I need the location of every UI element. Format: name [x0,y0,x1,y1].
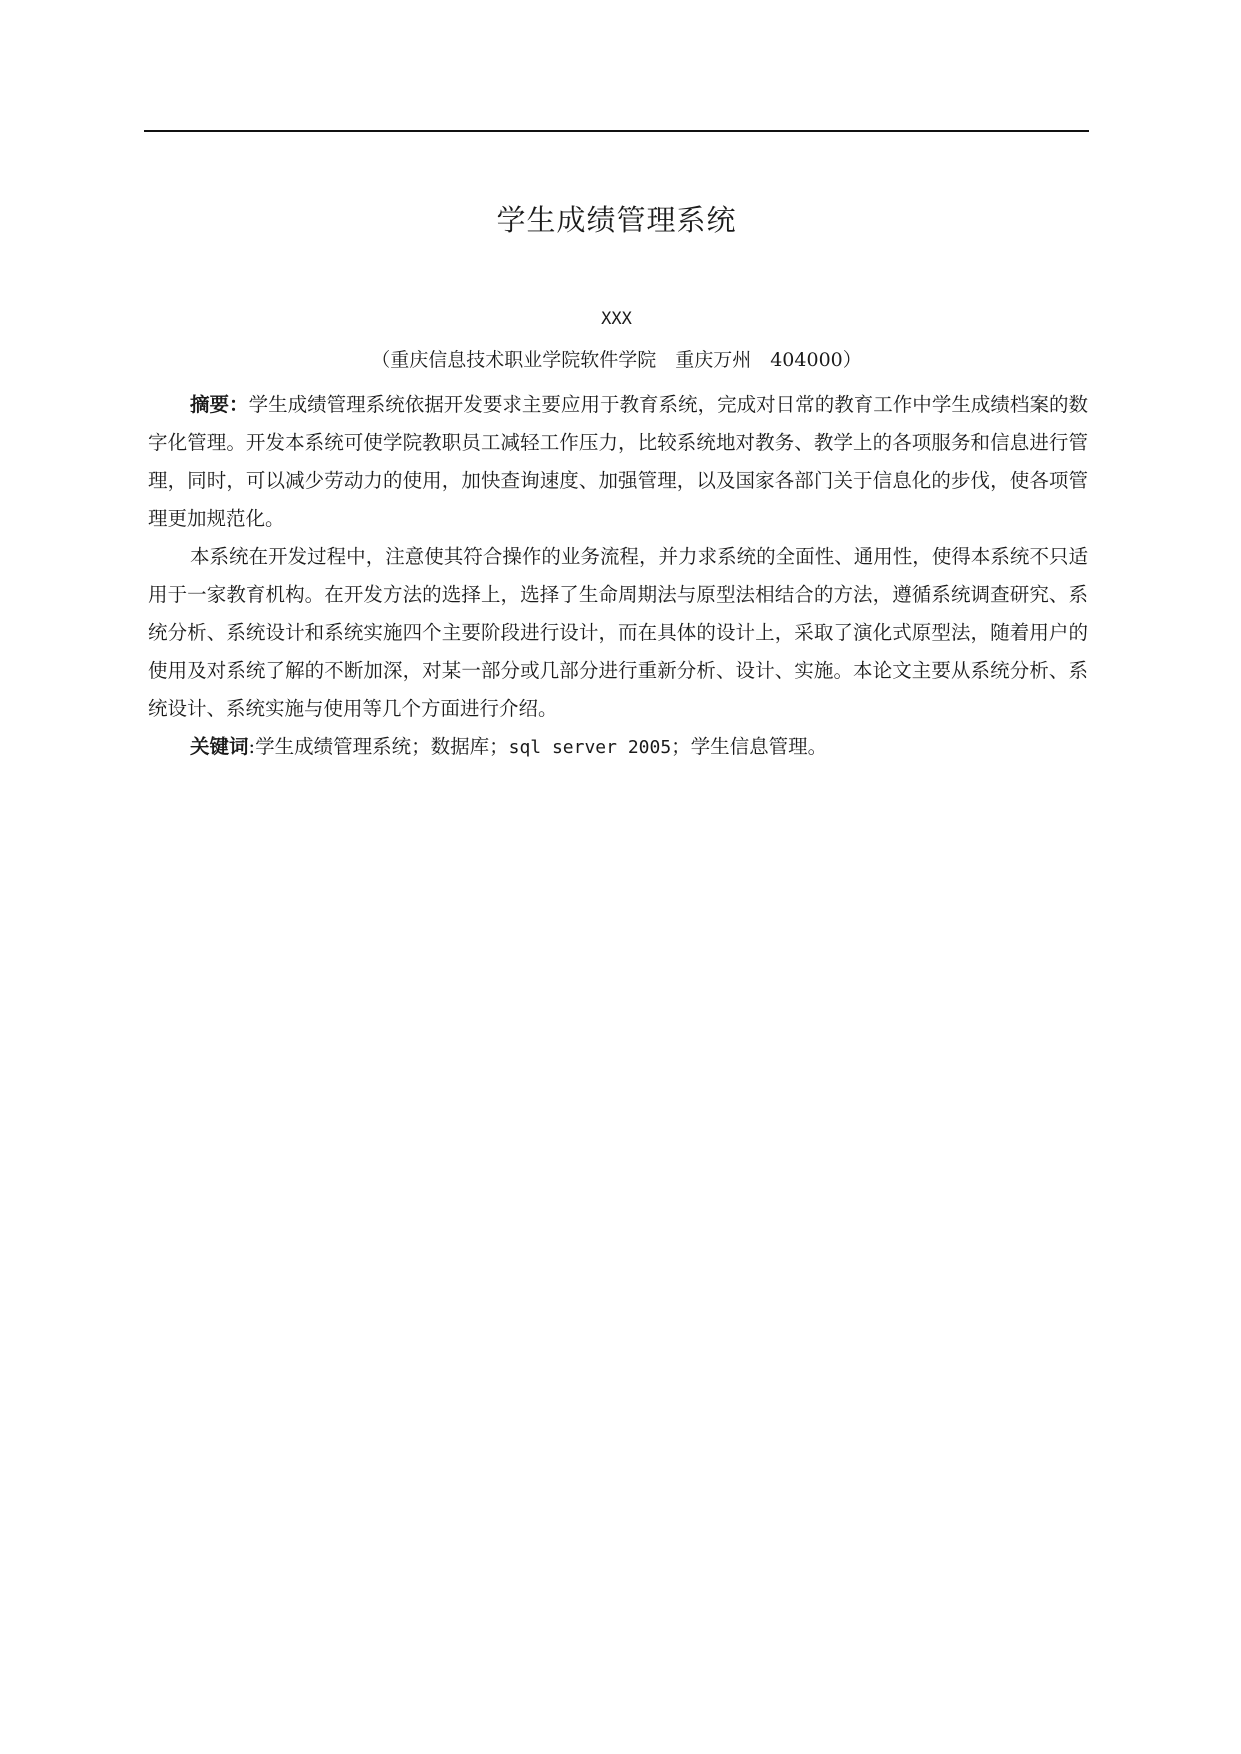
keywords-paragraph [148,728,1088,767]
body-paragraph: 本系统在开发过程中，注意使其符合操作的业务流程，并力求系统的全面性、通用性，使得本系统不只适用于一家教育机构。在开发方法的选择上，选择了生命周期法与原型法相结合的方法，遵循系统调查研究、系统分析、系统设计和系统实施四个主要阶段进行设计，而在具体的设计上，采取了演化式原型法，随着用户的使用及对系统了解的不断加深，对某一部分或几部分进行重新分析、设计、实施。本论文主要从系统分析、系统设计、系统实施与使用等几个方面进行介绍。 [148,545,1088,720]
keywords-list-start: 学生成绩管理系统；数据库； [255,735,509,758]
abstract-paragraph [148,386,1088,538]
abstract-label: 摘要： [190,393,249,416]
paper-title: 学生成绩管理系统 [496,203,737,237]
keyword-sql-server: sql server 2005 [508,737,672,758]
author-affiliation: （重庆信息技术职业学院软件学院 重庆万州 404000） [371,349,862,371]
header-rule [144,130,1089,132]
keywords-separator: : [248,735,256,758]
keywords-label: 关键词 [190,735,249,758]
abstract-section [148,386,1088,767]
author-name: XXX [601,309,632,329]
keywords-list-end: ；学生信息管理。 [671,735,828,758]
abstract-text: 学生成绩管理系统依据开发要求主要应用于教育系统，完成对日常的教育工作中学生成绩档案的数字化管理。开发本系统可使学院教职员工减轻工作压力，比较系统地对教务、教学上的各项服务和信息进行管理，同时，可以减少劳动力的使用，加快查询速度、加强管理，以及国家各部门关于信息化的步伐，使各项管理更加规范化。 [148,393,1088,530]
